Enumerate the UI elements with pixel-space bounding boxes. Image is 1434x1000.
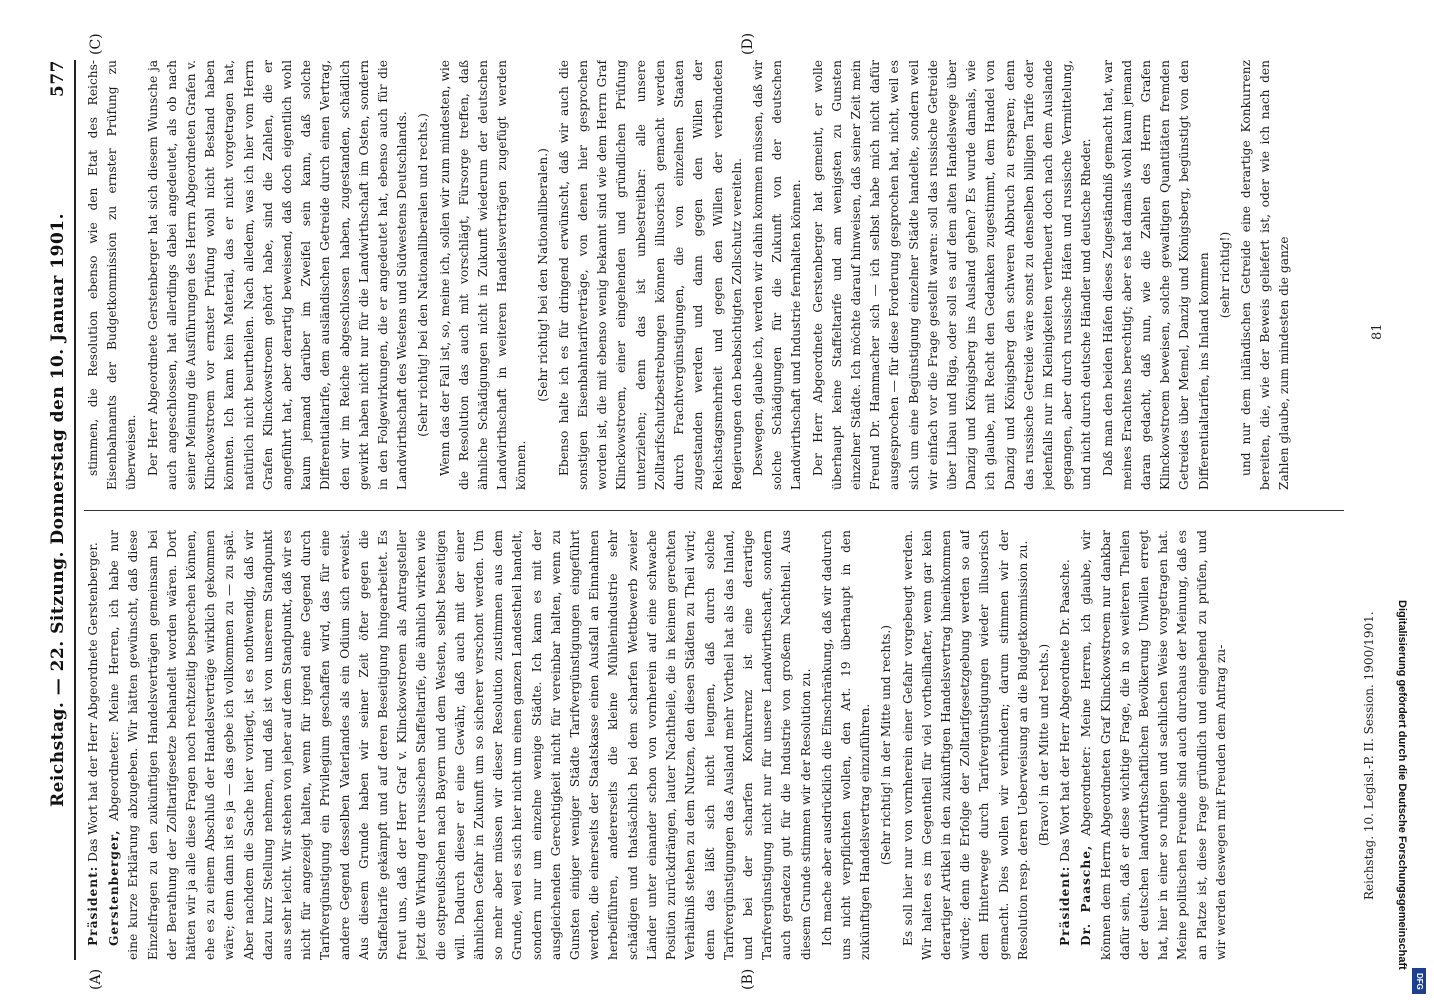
paragraph-text: stimmen, die Resolution ebenso wie den Etat des Reichs-Eisenbahnamts der Budgetkommission zu ernster Prüfung zu überweisen. bbox=[86, 60, 139, 490]
paragraph-text: Abgeordneter: Meine Herren, ich habe nur eine kurze Erklärung abzugeben. Wir hätten gewünscht, daß diese Einzelfragen zu den zukünftigen Handelsverträgen gemeinsam bei der Berathung der Zolltarifgesetze behandelt worden wären. Dort hätten wir ja alle diese Fragen noch rechtzeitig besprechen können, ehe es zu einem Abschluß der Handelsverträge wirklich gekommen wäre; denn dann ist es ja — das gebe ich vollkommen zu — zu spät. Aber nachdem die Sache hier vorliegt, ist es nothwendig, daß wir dazu kurz Stellung nehmen, und daß ist von unserem Standpunkt aus sehr leicht. Wir stehen von jeher auf dem Standpunkt, daß wir es nicht für angezeigt halten, wenn für irgend eine Gegend durch Tarifvergünstigung ein Privilegium geschaffen wird, das für eine andere Gegend desselben Vaterlandes als ein Odium sich erweist. Aus diesem Grunde haben wir seiner Zeit öfter gegen die Staffeltarife gekämpft und auf deren Beseitigung hingearbeitet. Es freut uns, daß der Herr Graf v. Klinckowstroem als Antragsteller jetzt die Wirkung der russischen Staffeltarife, die ähnlich wirken wie die ostpreußischen nach Bayern und dem Westen, selbst beseitigen will. Dadurch dieser er eine Gewähr, daß auch mit der einer ähnlichen Gefahr in Zukunft um so sicherer verschont werden. Um so mehr aber müssen wir dieser Resolution zustimmen aus dem Grunde, weil es sich hier nicht um einen ganzen Landestheil handelt, sondern nur um einzelne wenige Städte. Ich kann es mit der ausgleichenden Gerechtigkeit nicht für vereinbar halten, wenn zu Gunsten einiger weniger Städte Tarifvergünstigungen eingeführt werden, die einerseits der Staatskasse einen Ausfall an Einnahmen herbeiführen, andererseits die kleine Mühlenindustrie sehr schädigen und thatsächlich bei dem scharfen Wettbewerb zweier Länder unter einander schon von vornherein auf eine schwache Position zurückdrängen, lauter Nachtheile, die in keinem gerechten Verhältniß stehen zu dem Nutzen, den diesen Städten zu Theil wird; denn das läßt sich nicht leugnen, daß durch solche Tarifvergünstigungen das Ausland mehr Vortheil hat als das Inland, und bei der scharfen Konkurrenz ist eine derartige Tarifvergünstigung nicht nur für unsere Landwirthschaft, sondern auch geradezu gut für die Industrie von großem Nachtheil. Aus diesem Grunde stimmen wir der Resolution zu. bbox=[107, 530, 813, 960]
right-column-paragraph bbox=[436, 60, 532, 490]
speaker-name: Präsident: bbox=[86, 865, 100, 946]
paragraph-text: Abgeordneter: Meine Herren, ich glaube, wir können dem Herrn Abgeordneten Graf Klinckowstroem nur dankbar dafür sein, daß er diese wichtige Frage, die in so weiteren Theilen der deutschen landwirthschaftlichen Bevölkerung Unwillen erregt hat, hier in einer so ruhigen und sachlichen Weise vorgetragen hat. Meine politischen Freunde sind auch durchaus der Meinung, daß es an Platze ist, diese Frage gründlich und eingehend zu prüfen, und wir werden deswegen mit Freuden dem Antrag zu- bbox=[1079, 530, 1228, 960]
right-column-paragraph bbox=[144, 60, 413, 490]
right-column-interjection: (Sehr richtig! bei den Nationalliberalen und rechts.) bbox=[416, 113, 431, 437]
right-column-paragraph bbox=[1099, 60, 1214, 490]
left-column-paragraph bbox=[818, 530, 876, 960]
paragraph-text: Der Herr Abgeordnete Gerstenberger hat sich diesem Wunsche ja auch angeschlossen, hat allerdings dabei angedeutet, als ob nach seiner Meinung die Ausführungen des Herrn Abgeordneten Grafen v. Klinckowstroem vor ernster Prüfung wohl nicht Bestand haben könnten. Ich kann kein Material, das er nicht vorgetragen hat, natürlich nicht beurtheilen. Nach alledem, was ich hier vom Herrn Grafen Klinckowstroem gehört habe, sind die Zahlen, die er angeführt hat, aber derartig beweisend, daß doch eigentlich wohl kaum jemand darüber im Zweifel sein kann, daß solche Differentialtarife, dem ausländischen Getreide durch einen Vertrag, den wir im Reiche abgeschlossen haben, zugestanden, schädlich gewirkt haben nicht nur für die Landwirthschaft im Osten, sondern in den Folgewirkungen, die er angedeutet hat, ebenso auch für die Landwirthschaft des Westens und Südwestens Deutschlands. bbox=[145, 60, 410, 490]
right-column-interjection: (sehr richtig!) bbox=[1217, 231, 1232, 319]
header-page-number: 577 bbox=[48, 60, 68, 97]
left-column-paragraph bbox=[1056, 530, 1075, 960]
paragraph-text: Ich mache aber ausdrücklich die Einschränkung, daß wir dadurch uns nicht verpflichten wollen, den Art. 19 überhaupt in den zukünftigen Handelsvertrag einzuführen. bbox=[819, 530, 873, 960]
dfg-logo: DFG bbox=[1412, 968, 1426, 994]
right-column-paragraph bbox=[1237, 60, 1295, 490]
margin-marker-a: (A) bbox=[88, 968, 104, 990]
footer-session-line: Reichstag. 10. Legisl.-P. II. Session. 1900/1901. bbox=[1362, 611, 1376, 900]
rotated-page-content bbox=[40, 32, 1410, 990]
right-column-paragraph bbox=[555, 60, 747, 490]
margin-marker-d: (D) bbox=[740, 32, 756, 55]
paragraph-text: Ebenso halte ich es für dringend erwünscht, daß wir auch die sonstigen Eisenbahntarifverträge, von denen hier gesprochen worden ist, die mit ebenso wenig bekannt sind wie dem Herrn Graf Klinckowstroem, einer eingehenden und gründlichen Prüfung unterziehen; denn das ist unbestreitbar: alle unsere Zolltarifschutzbestrebungen können illusorisch gemacht werden durch Frachtvergünstigungen, die von einzelnen Staaten zugestanden werden und dann gegen den Willen der Reichstagsmehrheit und gegen den Willen der verbündeten Regierungen den beabsichtigten Zollschutz vereiteln. bbox=[556, 60, 744, 490]
paragraph-text: Daß man den beiden Häfen dieses Zugeständniß gemacht hat, war meines Erachtens berechtigt; aber es hat damals wohl kaum jemand daran gedacht, daß nun, wie die Zahlen des Herrn Grafen Klinckowstroem beweisen, solche gewaltigen Quantitäten fremden Getreides über Memel, Danzig und Königsberg, begünstigt von den Differentialtarifen, ins Inland kommen bbox=[1100, 60, 1211, 490]
left-column-paragraph bbox=[1077, 530, 1231, 960]
header-rule bbox=[74, 60, 76, 960]
column-divider bbox=[84, 510, 1344, 511]
paragraph-text: Das Wort hat der Herr Abgeordnete Gerstenberger. bbox=[86, 542, 100, 862]
speaker-name: Dr. Paasche, bbox=[1079, 844, 1094, 946]
digitization-strip bbox=[1404, 0, 1434, 1000]
left-column-paragraph bbox=[84, 530, 103, 960]
left-column-interjection: (Sehr richtig! in der Mitte und rechts.) bbox=[879, 624, 894, 866]
right-column-interjection: (Sehr richtig! bei den Nationalliberalen.) bbox=[535, 148, 550, 402]
left-column-paragraph bbox=[105, 530, 816, 960]
paragraph-text: Das Wort hat der Herr Abgeordnete Dr. Paasche. bbox=[1058, 559, 1073, 862]
left-column-interjection: (Bravo! in der Mitte und rechts.) bbox=[1036, 643, 1051, 847]
paragraph-text: und nur dem inländischen Getreide eine derartige Konkurrenz bereiten, die, wie der Beweis geliefert ist, oder wie ich nach den Zahlen glaube, zum mindesten die ganze bbox=[1238, 60, 1292, 490]
speaker-name: Gerstenberger, bbox=[107, 829, 122, 946]
margin-marker-c: (C) bbox=[88, 33, 104, 55]
margin-marker-b: (B) bbox=[740, 968, 756, 990]
right-text-column bbox=[84, 60, 1354, 490]
page-header bbox=[48, 60, 76, 960]
header-title: Reichstag. — 22. Sitzung. Donnerstag den 10. Januar 1901. bbox=[48, 212, 68, 808]
paragraph-text: Wenn das der Fall ist, so, meine ich, sollen wir zum mindesten, wie die Resolution das auch mit vorschlägt, Fürsorge treffen, daß ähnliche Schädigungen nicht in Zukunft wiederum der deutschen Landwirthschaft in weiteren Handelsverträgen zugefügt werden können. bbox=[437, 60, 529, 490]
paragraph-text: Es soll hier nur von vornherein einer Gefahr vorgebeugt werden. Wir halten es im Gegentheil für viel vortheilhafter, wenn gar kein derartiger Artikel in den zukünftigen Handelsvertrag hineinkommen würde; denn die Erfolge der Zolltarifgesetzgebung werden so auf dem Hinterwege durch Tarifvergünstigungen wieder illusorisch gemacht. Dies wollen wir verhindern; darum stimmen wir der Resolution resp. deren Ueberweisung an die Budgetkommission zu. bbox=[900, 530, 1030, 960]
right-column-paragraph bbox=[749, 60, 807, 490]
speaker-name: Präsident: bbox=[1058, 865, 1073, 946]
right-column-paragraph bbox=[84, 60, 142, 490]
paragraph-text: Deswegen, glaube ich, werden wir dahin kommen müssen, daß wir solche Schädigungen für die Zukunft von der deutschen Landwirthschaft und Industrie fernhalten können. bbox=[750, 60, 804, 490]
footer-sheet-number: 81 bbox=[1370, 323, 1385, 340]
left-column-paragraph bbox=[899, 530, 1033, 960]
right-column-paragraph bbox=[809, 60, 1097, 490]
digitization-notice: Digitalisierung gefördert durch die Deutsche Forschungsgemeinschaft bbox=[1396, 600, 1408, 970]
paragraph-text: Der Herr Abgeordnete Gerstenberger hat gemeint, er wolle überhaupt keine Staffeltarife und am wenigsten zu Gunsten einzelner Städte. Ich möchte darauf hinweisen, daß seiner Zeit mein Freund Dr. Hammacher sich — ich selbst habe mich nicht dafür ausgesprochen — für diese Forderung gesprochen hat, nicht, weil es sich um eine Begünstigung einzelner Städte handelte, sondern weil wir einfach vor die Frage gestellt waren: soll das russische Getreide über Libau und Riga, oder soll es auf dem alten Handelswege über Danzig und Königsberg ins Ausland gehen? Es wurde damals, wie ich glaube, mit Recht den Gedanken zugestimmt, dem Handel von Danzig und Königsberg den schweren Abbruch zu ersparen; denn das russische Getreide wäre sonst zu denselben billigen Tarife oder jedenfalls nur im Kleinigkeiten vertheuert doch nach dem Auslande gegangen, aber durch russische Häfen und russische Vermittelung, und nicht durch deutsche Händler und deutsche Rheder. bbox=[810, 60, 1094, 490]
left-text-column bbox=[84, 530, 1354, 960]
